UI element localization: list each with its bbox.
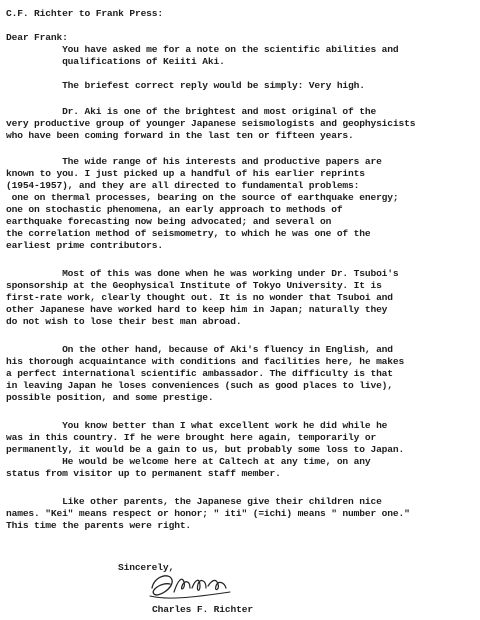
body-line: very productive group of younger Japanese seismologists and geophysicists xyxy=(6,118,416,129)
handwritten-signature xyxy=(140,558,260,610)
body-line: a perfect international scientific ambassador. The difficulty is that xyxy=(6,368,393,379)
body-line: his thorough acquaintance with conditions and facilities here, he makes xyxy=(6,356,405,367)
body-line: earthquake forecasting now being advocated; and several on xyxy=(6,216,332,227)
body-line: Most of this was done when he was working under Dr. Tsuboi's xyxy=(6,268,399,279)
body-line: earliest prime contributors. xyxy=(6,240,164,251)
closing: Sincerely, xyxy=(118,562,175,573)
body-line: possible position, and some prestige. xyxy=(6,392,214,403)
body-line: names. "Kei" means respect or honor; " iti" (=ichi) means " number one." xyxy=(6,508,410,519)
signature-name: Charles F. Richter xyxy=(152,604,253,615)
body-line: Dr. Aki is one of the brightest and most original of the xyxy=(6,106,377,117)
body-line: Like other parents, the Japanese give their children nice xyxy=(6,496,382,507)
body-line: other Japanese have worked hard to keep him in Japan; naturally they xyxy=(6,304,388,315)
letter-salutation: Dear Frank: xyxy=(6,32,68,43)
body-line: permanently, it would be a gain to us, but probably some loss to Japan. xyxy=(6,444,405,455)
body-line: On the other hand, because of Aki's fluency in English, and xyxy=(6,344,393,355)
body-line: who have been coming forward in the last ten or fifteen years. xyxy=(6,130,354,141)
body-line: You have asked me for a note on the scientific abilities and xyxy=(6,44,399,55)
body-line: was in this country. If he were brought here again, temporarily or xyxy=(6,432,377,443)
body-line: He would be welcome here at Caltech at any time, on any xyxy=(6,456,371,467)
body-line: one on stochastic phenomena, an early approach to methods of xyxy=(6,204,343,215)
body-line: in leaving Japan he loses conveniences (such as good places to live), xyxy=(6,380,393,391)
body-line: The briefest correct reply would be simply: Very high. xyxy=(6,80,365,91)
body-line: sponsorship at the Geophysical Institute of Tokyo University. It is xyxy=(6,280,382,291)
letter-heading: C.F. Richter to Frank Press: xyxy=(6,8,164,19)
body-line: do not wish to lose their best man abroad. xyxy=(6,316,242,327)
body-line: You know better than I what excellent work he did while he xyxy=(6,420,388,431)
body-line: first-rate work, clearly thought out. It is no wonder that Tsuboi and xyxy=(6,292,393,303)
body-line: (1954-1957), and they are all directed to fundamental problems: xyxy=(6,180,360,191)
body-line: status from visitor up to permanent staff member. xyxy=(6,468,281,479)
body-line: The wide range of his interests and productive papers are xyxy=(6,156,382,167)
body-line: known to you. I just picked up a handful of his earlier reprints xyxy=(6,168,365,179)
body-line: one on thermal processes, bearing on the source of earthquake energy; xyxy=(6,192,399,203)
body-line: This time the parents were right. xyxy=(6,520,192,531)
body-line: qualifications of Keiiti Aki. xyxy=(6,56,225,67)
body-line: the correlation method of seismometry, to which he was one of the xyxy=(6,228,371,239)
